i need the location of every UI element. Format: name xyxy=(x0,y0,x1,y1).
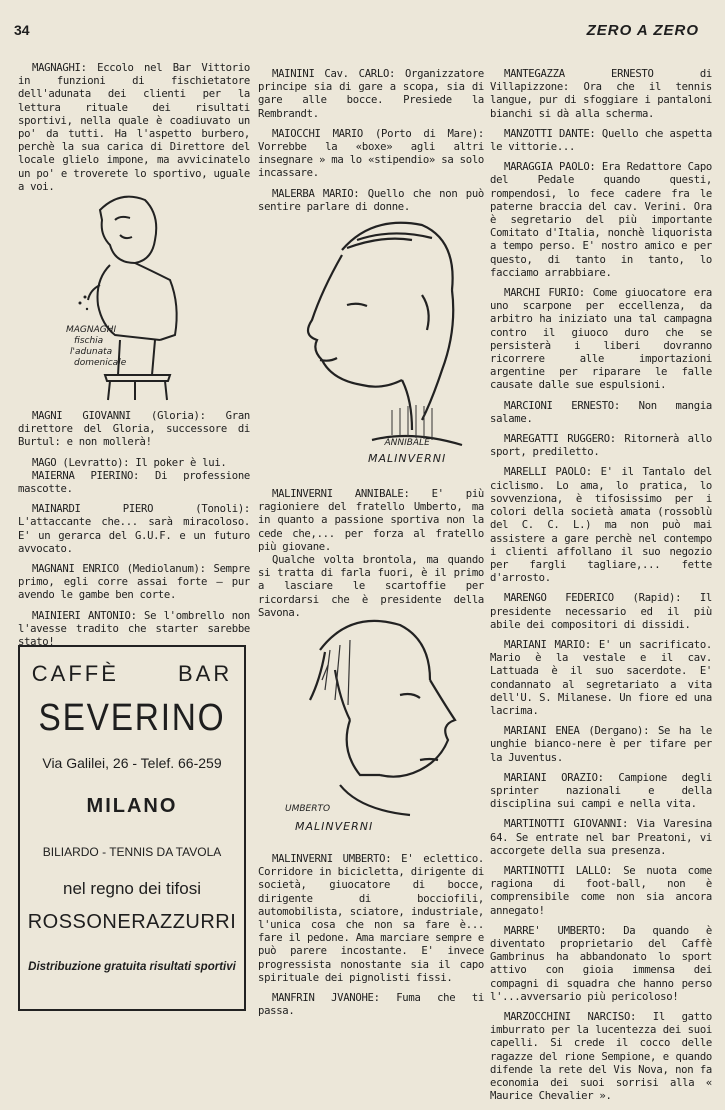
entry-magnaghi: MAGNAGHI: Eccolo nel Bar Vittorio in funzioni di fischietatore dell'adunata dei clienti per la lettura rituale dei risultati sportivi, nella quale è coadiuvato un po' da tutti. Ha l'aspetto burbero, perchè la sua carica di Direttore del locale glielo impone, ma avvicinatelo un po' e troverete lo sportivo, uguale a voi. xyxy=(18,62,250,193)
caption-line: fischia xyxy=(74,336,104,346)
caption-line: MALINVERNI xyxy=(295,820,374,833)
entry-magni: MAGNI GIOVANNI (Gloria): Gran direttore del Gloria, successore di Burtul: e non mollerà! xyxy=(18,410,250,449)
publication-title: ZERO A ZERO xyxy=(586,22,699,39)
caption-line: MALINVERNI xyxy=(368,452,447,465)
ad-footer: Distribuzione gratuita risultati sportivi xyxy=(28,961,236,973)
ad-caffe-bar: CAFFÈ BAR xyxy=(31,661,233,686)
column-left-lower xyxy=(18,410,250,656)
entry-mainieri: MAINIERI ANTONIO: Se l'ombrello non l'avesse tradito che starter sarebbe stato! xyxy=(18,609,250,649)
entry-mariani-orazio: MARIANI ORAZIO: Campione degli sprinter nazionali e della disciplina sui campi e nella vita. xyxy=(490,771,712,811)
advertisement-caffe-severino xyxy=(18,645,246,1011)
entry-maraggia: MARAGGIA PAOLO: Era Redattore Capo del Pedale quando questi, rompendosi, lo fece cadere fra le paterne braccia del cav. Verini. Ora è segretario del più importante Comitato d'Italia, nonchè liquorista a tempo perso. E' nostro amico e per questo, di tanto in tanto, lo facciamo arrabbiare. xyxy=(490,161,712,279)
entry-marchi: MARCHI FURIO: Come giuocatore era uno scarpone per eccellenza, da arbitro ha iniziato una tal campagna contro il giuoco duro che se persisterà i liberi dovranno ricorrere alle importazioni argentine per riparare le falle causate dalle sue espulsioni. xyxy=(490,287,712,392)
ad-city: MILANO xyxy=(86,795,178,817)
entry-maiocchi: MAIOCCHI MARIO (Porto di Mare): Vorrebbe la «boxe» agli altri insegnare » ma lo «stipendio» sa solo incassare. xyxy=(258,127,484,180)
column-middle xyxy=(258,68,484,221)
ad-severino: SEVERINO xyxy=(38,697,226,739)
entry-manzotti: MANZOTTI DANTE: Quello che aspetta le vittorie... xyxy=(490,127,712,154)
column-left xyxy=(18,62,250,201)
entry-mago: MAGO (Levratto): Il poker è lui. xyxy=(32,456,227,469)
ad-rossonerazzurri: ROSSONERAZZURRI xyxy=(27,911,237,933)
caption-magnaghi xyxy=(66,325,126,369)
caricature-magnaghi xyxy=(60,185,210,405)
entry-marzocchini: MARZOCCHINI NARCISO: Il gatto imburrato per la lucentezza dei suoi capelli. Si crede il cocco delle ragazze del rione Sempione, e quando difende la rete del Vis Nova, non fa economia dei suoi sorrisi alla « Maurice Chevalier ». xyxy=(490,1011,712,1103)
page-number: 34 xyxy=(14,22,30,38)
column-middle-b xyxy=(258,488,484,627)
entry-marengo: MARENGO FEDERICO (Rapid): Il presidente necessario ed il più abile dei compositori di dissidi. xyxy=(490,592,712,631)
page-header xyxy=(0,18,725,42)
entry-mantegazza: MANTEGAZZA ERNESTO di Villapizzone: Ora che il tennis langue, pur di sfoggiare i pantaloni bianchi si dà alla scherma. xyxy=(490,68,712,120)
caption-line: l'adunata xyxy=(70,347,113,357)
entry-magnani: MAGNANI ENRICO (Mediolanum): Sempre primo, egli corre assai forte — pur avendo le gambe ben corte. xyxy=(18,563,250,602)
entry-malinverni-umberto: MALINVERNI UMBERTO: E' eclettico. Corridore in bicicletta, dirigente di società, giuocatore di bocce, dirigente di bocciofili, automobilista, sciatore, industriale, l'unica cosa che non sa fare è... fare il pedone. Ama marciare sempre e può parere incostante. E' invece progressista nonostante sia il capo spirituale dei pignolisti fissi. xyxy=(258,853,484,984)
caption-line: UMBERTO xyxy=(285,804,331,814)
entry-mainardi: MAINARDI PIERO (Tonoli): L'attaccante che... sarà miracoloso. E' un gerarca del G.U.F. e un futuro avvocato. xyxy=(18,503,250,555)
caption-line: ANNIBALE xyxy=(384,438,430,448)
column-middle-c xyxy=(258,853,484,1025)
ad-address: Via Galilei, 26 - Telef. 66-259 xyxy=(42,755,222,771)
entry-marelli: MARELLI PAOLO: E' il Tantalo del ciclismo. Lo ama, lo pratica, lo sovvenziona, è tifosissimo per i colori della società amata (rossoblù del C. C. L.) ma non può mai assistere a gare perchè nel contempo i clienti affollano il suo negozio per fargli tagliare,... fette d'arrosto. xyxy=(490,466,712,585)
caption-line: domenicale xyxy=(74,358,127,368)
ad-games: BILIARDO - TENNIS DA TAVOLA xyxy=(42,845,222,859)
entry-martinotti-lallo: MARTINOTTI LALLO: Se nuota come ragiona di foot-ball, non è comprensibile come non sia ancora annegato! xyxy=(490,864,712,917)
entry-manfrin: MANFRIN JVANOHE: Fuma che ti passa. xyxy=(258,992,484,1018)
entry-malinverni-annibale-cont: Qualche volta brontola, ma quando si tratta di farla fuori, è il primo a lasciare le scartoffie per ricordarsi che è presidente della Savona. xyxy=(258,554,484,619)
entry-malinverni-annibale: MALINVERNI ANNIBALE: E' più ragioniere del fratello Umberto, ma in quanto a passione sportiva non la cede che,... per forza al fratello più giovane. xyxy=(258,488,484,553)
entry-mariani-mario: MARIANI MARIO: E' un sacrificato. Mario è la vestale e il cav. Lattuada è il suo sacerdote. E' condannato al segretariato a vita dell'U. S. Milanese. Un fiore ed una lacrima. xyxy=(490,638,712,717)
entry-maregatti: MAREGATTI RUGGERO: Ritornerà allo sport, prediletto. xyxy=(490,433,712,459)
caption-line: MAGNAGHI xyxy=(66,325,117,335)
entry-mainini: MAININI Cav. CARLO: Organizzatore principe sia di gare a scopa, sia di gare alle bocce. Presiede la Rembrandt. xyxy=(258,68,484,120)
entry-marre: MARRE' UMBERTO: Da quando è diventato proprietario del Caffè Gambrinus ha abbandonato lo sport attivo con gioia immensa dei compagni di squadra che hanno perso l'...avversario più pericoloso! xyxy=(490,924,712,1003)
entry-mariani-enea: MARIANI ENEA (Dergano): Se ha le unghie bianco-nere è per tifare per la Juventus. xyxy=(490,725,712,764)
ad-tagline: nel regno dei tifosi xyxy=(63,879,201,898)
caption-annibale-malinverni xyxy=(368,435,446,467)
entry-malerba: MALERBA MARIO: Quello che non può sentire parlare di donne. xyxy=(258,187,484,213)
entry-marcioni: MARCIONI ERNESTO: Non mangia salame. xyxy=(490,399,712,425)
caption-umberto-malinverni xyxy=(285,800,373,836)
entry-maierna: MAIERNA PIERINO: Di professione mascotte. xyxy=(18,469,250,496)
column-right xyxy=(490,68,712,1110)
entry-martinotti-giovanni: MARTINOTTI GIOVANNI: Via Varesina 64. Se entrate nel bar Preatoni, vi accorgete della sua presenza. xyxy=(490,818,712,857)
